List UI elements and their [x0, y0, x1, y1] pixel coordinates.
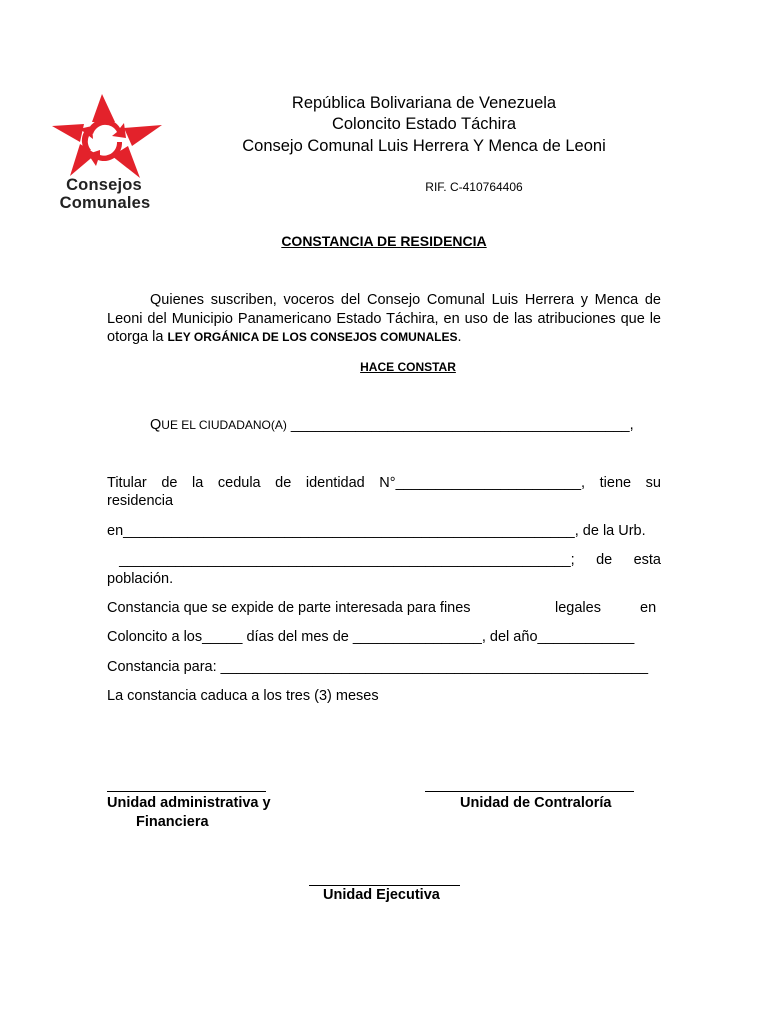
signature-line-admin	[107, 791, 266, 792]
purpose-en: en	[640, 600, 657, 616]
header-location: Coloncito Estado Táchira	[331, 115, 517, 133]
signature-admin-label-2: Financiera	[136, 814, 209, 830]
id-word: identidad	[305, 475, 365, 491]
header-council: Consejo Comunal Luis Herrera Y Menca de Leoni	[242, 137, 606, 155]
citizen-label: UE EL CIUDADANO(A)	[161, 418, 287, 432]
red-star-arrows-icon	[40, 92, 170, 182]
expiry-line: La constancia caduca a los tres (3) meses	[107, 688, 379, 704]
signature-contraloria-label: Unidad de Contraloría	[460, 795, 612, 811]
id-line	[107, 474, 661, 493]
consejos-comunales-logo	[40, 92, 170, 214]
purpose-text: Constancia que se expide de parte interesada para fines	[107, 600, 471, 616]
intro-end: .	[457, 329, 462, 345]
citizen-q: Q	[150, 417, 162, 433]
residencia-word: residencia	[107, 493, 174, 509]
logo-text-comunales: Comunales	[59, 194, 151, 212]
citizen-line	[107, 416, 661, 435]
document-title: CONSTANCIA DE RESIDENCIA	[281, 233, 487, 249]
purpose-legales: legales	[555, 600, 601, 616]
poblacion-word: población.	[107, 571, 174, 587]
citizen-name-blank: __________________________________________,	[286, 417, 634, 433]
urb-blank: ________________________________________________________;	[107, 552, 575, 568]
signature-admin-label-1: Unidad administrativa y	[107, 795, 271, 811]
id-word: la	[192, 475, 204, 491]
logo-text-consejos: Consejos	[66, 176, 142, 194]
urb-word: de	[596, 552, 613, 568]
id-number-blank: N°_______________________,	[379, 475, 586, 491]
id-word: tiene	[599, 475, 632, 491]
id-word: cedula	[217, 475, 261, 491]
law-name: LEY ORGÁNICA DE LOS CONSEJOS COMUNALES	[167, 330, 458, 344]
hace-constar-heading: HACE CONSTAR	[360, 360, 456, 374]
id-word: de	[275, 475, 292, 491]
intro-paragraph	[107, 291, 661, 347]
id-word: Titular	[107, 475, 147, 491]
urb-line	[107, 551, 661, 570]
rif-number: RIF. C-410764406	[425, 180, 523, 194]
address-line: en________________________________________________________, de la Urb.	[107, 523, 646, 539]
intro-text: Quienes suscriben, voceros del Consejo Comunal Luis Herrera y Menca de Leoni del Municipio Panamericano Estado Táchira, en uso de las atribuciones que le otorga la	[107, 292, 661, 345]
id-word: de	[161, 475, 178, 491]
signature-ejecutiva-label: Unidad Ejecutiva	[323, 887, 440, 903]
urb-word: esta	[633, 552, 661, 568]
date-line: Coloncito a los_____ días del mes de ________________, del año____________	[107, 629, 635, 645]
id-word: su	[645, 475, 661, 491]
signature-line-contraloria	[425, 791, 634, 792]
para-line: Constancia para: _____________________________________________________	[107, 659, 649, 675]
header-republic: República Bolivariana de Venezuela	[291, 94, 557, 112]
purpose-line	[107, 599, 659, 618]
